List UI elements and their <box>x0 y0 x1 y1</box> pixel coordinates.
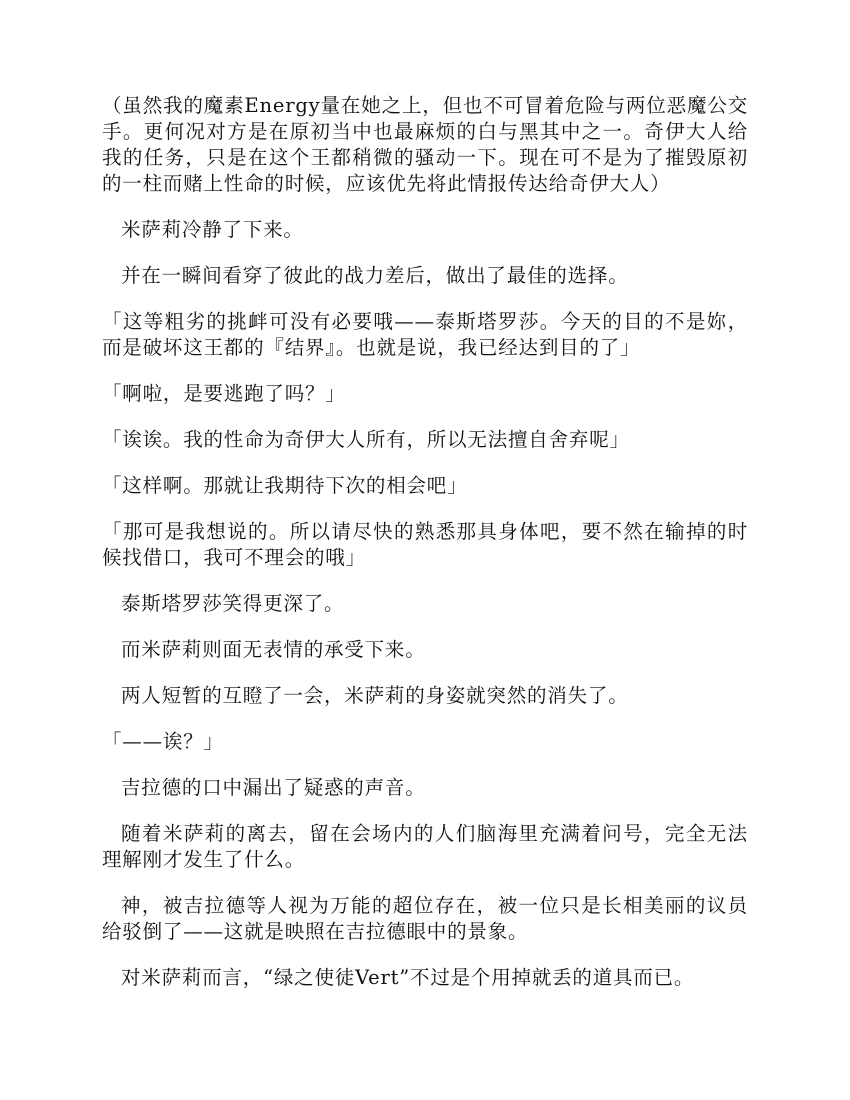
paragraph-6: 「诶诶。我的性命为奇伊大人所有，所以无法擅自舍弃呢」 <box>102 428 630 451</box>
paragraph-16: 对米萨莉而言，“绿之使徒Vert”不过是个用掉就丢的道具而已。 <box>121 966 695 989</box>
paragraph-1: （虽然我的魔素Energy量在她之上，但也不可冒着危险与两位恶魔公交手。更何况对方是在原初当中也最麻烦的白与黑其中之一。奇伊大人给我的任务，只是在这个王都稍微的骚动一下。现在可不是为了摧毁原初的一柱而赌上性命的时候，应该优先将此情报传达给奇伊大人） <box>102 94 748 195</box>
paragraph-15: 神，被吉拉德等人视为万能的超位存在，被一位只是长相美丽的议员给驳倒了——这就是映照在吉拉德眼中的景象。 <box>102 894 748 943</box>
paragraph-4: 「这等粗劣的挑衅可没有必要哦——泰斯塔罗莎。今天的目的不是妳，而是破坏这王都的『结界』。也就是说，我已经达到目的了」 <box>102 310 748 359</box>
paragraph-12: 「——诶？」 <box>102 730 224 753</box>
paragraph-13: 吉拉德的口中漏出了疑惑的声音。 <box>121 776 426 799</box>
paragraph-5: 「啊啦，是要逃跑了吗？」 <box>102 382 346 405</box>
paragraph-2: 米萨莉冷静了下来。 <box>121 218 304 241</box>
document-page <box>102 93 748 1011</box>
paragraph-10: 而米萨莉则面无表情的承受下来。 <box>121 638 426 661</box>
paragraph-7: 「这样啊。那就让我期待下次的相会吧」 <box>102 474 468 497</box>
paragraph-14: 随着米萨莉的离去，留在会场内的人们脑海里充满着问号，完全无法理解刚才发生了什么。 <box>102 822 748 871</box>
paragraph-8: 「那可是我想说的。所以请尽快的熟悉那具身体吧，要不然在输掉的时候找借口，我可不理会的哦」 <box>102 520 748 569</box>
paragraph-3: 并在一瞬间看穿了彼此的战力差后，做出了最佳的选择。 <box>121 264 629 287</box>
paragraph-9: 泰斯塔罗莎笑得更深了。 <box>121 592 345 615</box>
paragraph-11: 两人短暂的互瞪了一会，米萨莉的身姿就突然的消失了。 <box>121 684 629 707</box>
